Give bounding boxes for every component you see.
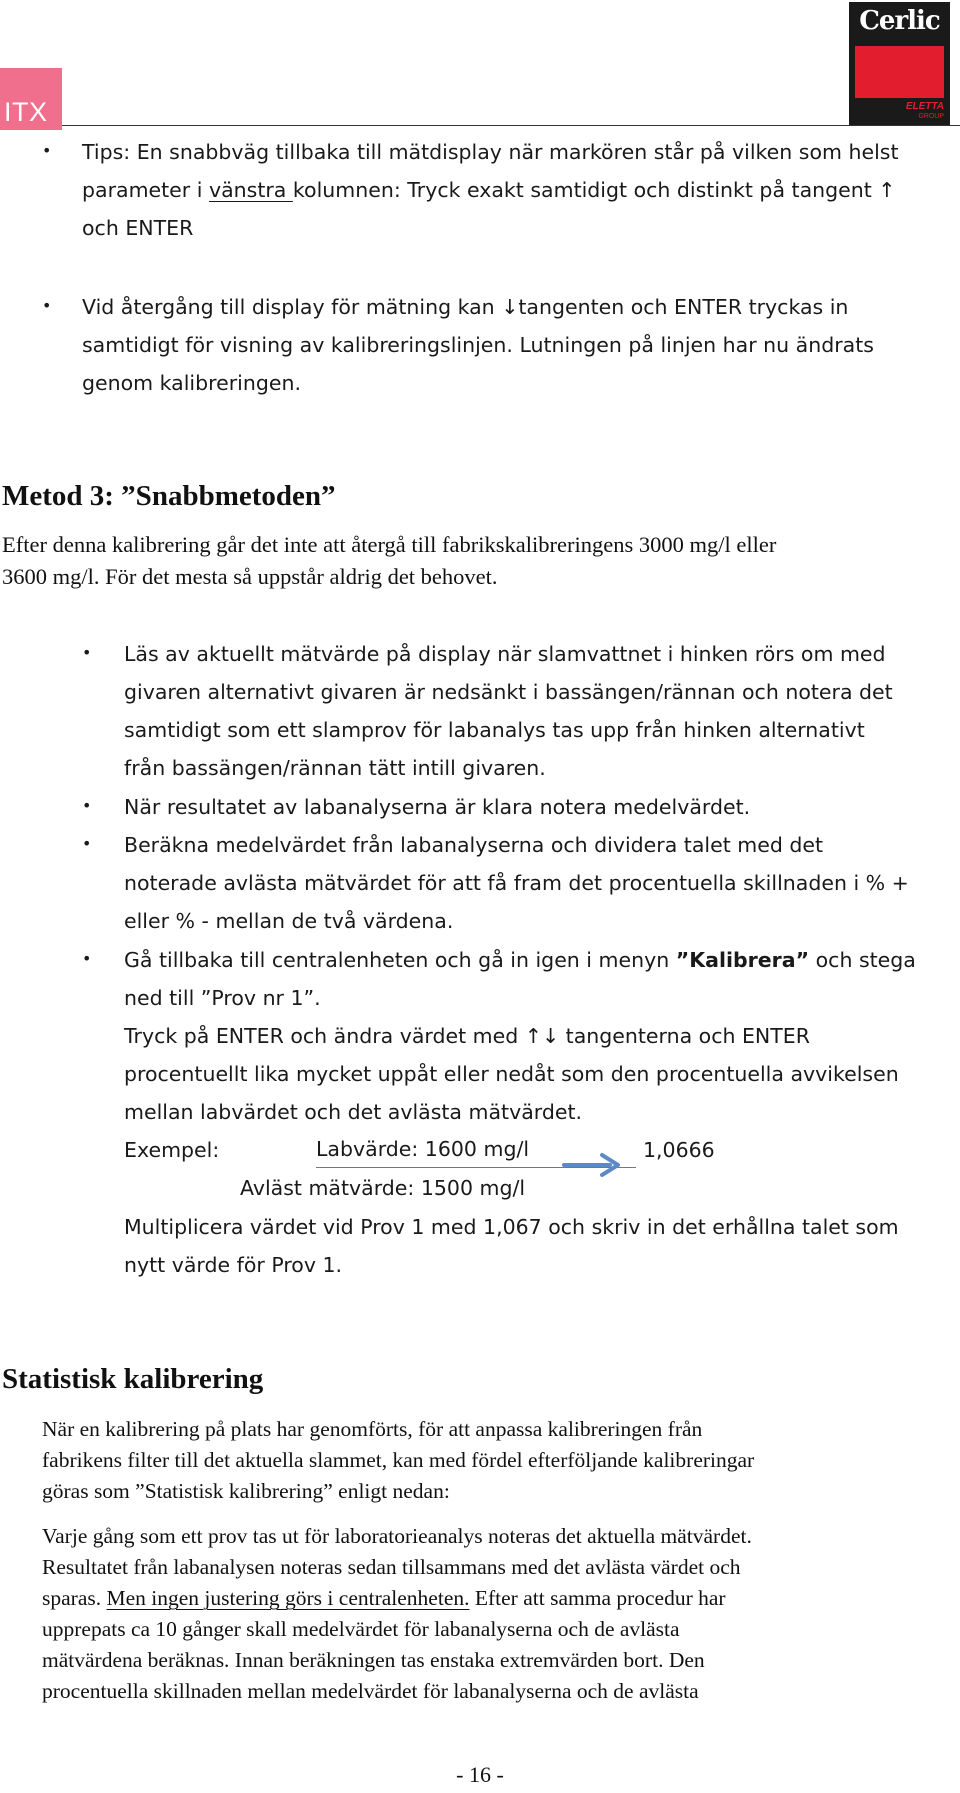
page-number: - 16 - (456, 1762, 504, 1787)
method3-step-calc (124, 826, 954, 940)
stat-para2-line-5: mätvärdena beräknas. Innan beräkningen tas enstaka extremvärden bort. Den (42, 1648, 705, 1672)
example-read-value: Avläst mätvärde: 1500 mg/l (240, 1176, 526, 1200)
tips-underlined-word: vänstra (208, 178, 293, 202)
method3-intro (2, 529, 952, 593)
step-enter-line-2: ned till ”Prov nr 1”. (124, 986, 321, 1010)
method3-step-enter (124, 941, 954, 1131)
bullet-marker: • (82, 949, 92, 968)
stat-para1-line: göras som ”Statistisk kalibrering” enligt nedan: (42, 1479, 450, 1503)
example-lab-value: Labvärde: 1600 mg/l (316, 1131, 636, 1168)
step-enter-line-4: procentuellt lika mycket uppåt eller nedåt som den procentuella avvikelsen (124, 1062, 899, 1086)
stat-para2-line-4: upprepats ca 10 gånger skall medelvärdet för labanalyserna och de avlästa (42, 1617, 680, 1641)
cerlic-logo-red-block (855, 46, 944, 98)
step-result-line: När resultatet av labanalyserna är klara notera medelvärdet. (124, 795, 751, 819)
bullet-marker: • (82, 796, 92, 815)
no-adjustment-note: Men ingen justering görs i centralenheten. (106, 1586, 470, 1610)
return-line-2: samtidigt för visning av kalibreringslinjen. Lutningen på linjen har nu ändrats (82, 333, 874, 357)
step-read-line: Läs av aktuellt mätvärde på display när slamvattnet i hinken rörs om med (124, 642, 886, 666)
return-line-3: genom kalibreringen. (82, 371, 301, 395)
method3-step-read (124, 635, 954, 787)
itx-logo-text: ITX (4, 97, 48, 127)
bullet-marker: • (42, 296, 52, 315)
method3-heading: Metod 3: ”Snabbmetoden” (2, 480, 336, 512)
method3-intro-line-1: Efter denna kalibrering går det inte att återgå till fabrikskalibreringens 3000 mg/l eller (2, 532, 777, 557)
statistical-para-1 (42, 1414, 952, 1507)
tips-bullet (82, 133, 942, 247)
cerlic-logo-group: GROUP (918, 113, 944, 120)
itx-logo (0, 68, 62, 130)
example-result: 1,0666 (643, 1138, 715, 1162)
step-read-line: givaren alternativt givaren är nedsänkt i bassängen/rännan och notera det (124, 680, 893, 704)
kalibrera-menu-name: ”Kalibrera” (675, 948, 810, 972)
step-read-line: samtidigt som ett slamprov för labanalys tas upp från hinken alternativt (124, 718, 865, 742)
bullet-marker: • (82, 643, 92, 662)
example-label: Exempel: (124, 1138, 220, 1162)
tips-line-2: parameter i vänstra kolumnen: Tryck exakt samtidigt och distinkt på tangent ↑ (82, 178, 896, 202)
stat-para2-line-2: Resultatet från labanalysen noteras sedan tillsammans med det avlästa värdet och (42, 1555, 741, 1579)
example-note-line-1: Multiplicera värdet vid Prov 1 med 1,067 och skriv in det erhållna talet som (124, 1215, 899, 1239)
stat-para1-line: fabrikens filter till det aktuella slammet, kan med fördel efterföljande kalibreringar (42, 1448, 755, 1472)
header-divider (62, 125, 960, 126)
method3-intro-line-2: 3600 mg/l. För det mesta så uppstår aldrig det behovet. (2, 564, 498, 589)
method3-step-result (124, 788, 954, 826)
cerlic-logo (849, 2, 950, 125)
arrow-right-icon (562, 1150, 624, 1180)
statistical-heading: Statistisk kalibrering (2, 1363, 264, 1395)
step-calc-line: eller % - mellan de två värdena. (124, 909, 454, 933)
step-calc-line: Beräkna medelvärdet från labanalyserna och dividera talet med det (124, 833, 824, 857)
stat-para2-line-3: sparas. Men ingen justering görs i centralenheten. Efter att samma procedur har (42, 1586, 726, 1610)
example-note-line-2: nytt värde för Prov 1. (124, 1253, 343, 1277)
cerlic-logo-brand: Cerlic (859, 6, 940, 36)
cerlic-logo-eletta: ELETTA (905, 101, 944, 112)
stat-para2-line-1: Varje gång som ett prov tas ut för laboratorieanalys noteras det aktuella mätvärdet. (42, 1524, 752, 1548)
stat-para1-line: När en kalibrering på plats har genomförts, för att anpassa kalibreringen från (42, 1417, 703, 1441)
return-line-1: Vid återgång till display för mätning kan ↓tangenten och ENTER tryckas in (82, 295, 849, 319)
step-enter-line-3: Tryck på ENTER och ändra värdet med ↑↓ tangenterna och ENTER (124, 1024, 810, 1048)
stat-para2-line-6: procentuella skillnaden mellan medelvärdet för labanalyserna och de avlästa (42, 1679, 699, 1703)
tips-line-1: Tips: En snabbväg tillbaka till mätdisplay när markören står på vilken som helst (82, 140, 899, 164)
step-read-line: från bassängen/rännan tätt intill givaren. (124, 756, 546, 780)
step-calc-line: noterade avlästa mätvärdet för att få fram det procentuella skillnaden i % + (124, 871, 909, 895)
statistical-para-2 (42, 1521, 952, 1707)
step-enter-line-5: mellan labvärdet och det avlästa mätvärdet. (124, 1100, 583, 1124)
example-note (124, 1208, 954, 1284)
return-display-bullet (82, 288, 942, 402)
step-enter-line-1: Gå tillbaka till centralenheten och gå in igen i menyn ”Kalibrera” och stega (124, 948, 916, 972)
bullet-marker: • (42, 141, 52, 160)
tips-line-3: och ENTER (82, 216, 194, 240)
bullet-marker: • (82, 834, 92, 853)
